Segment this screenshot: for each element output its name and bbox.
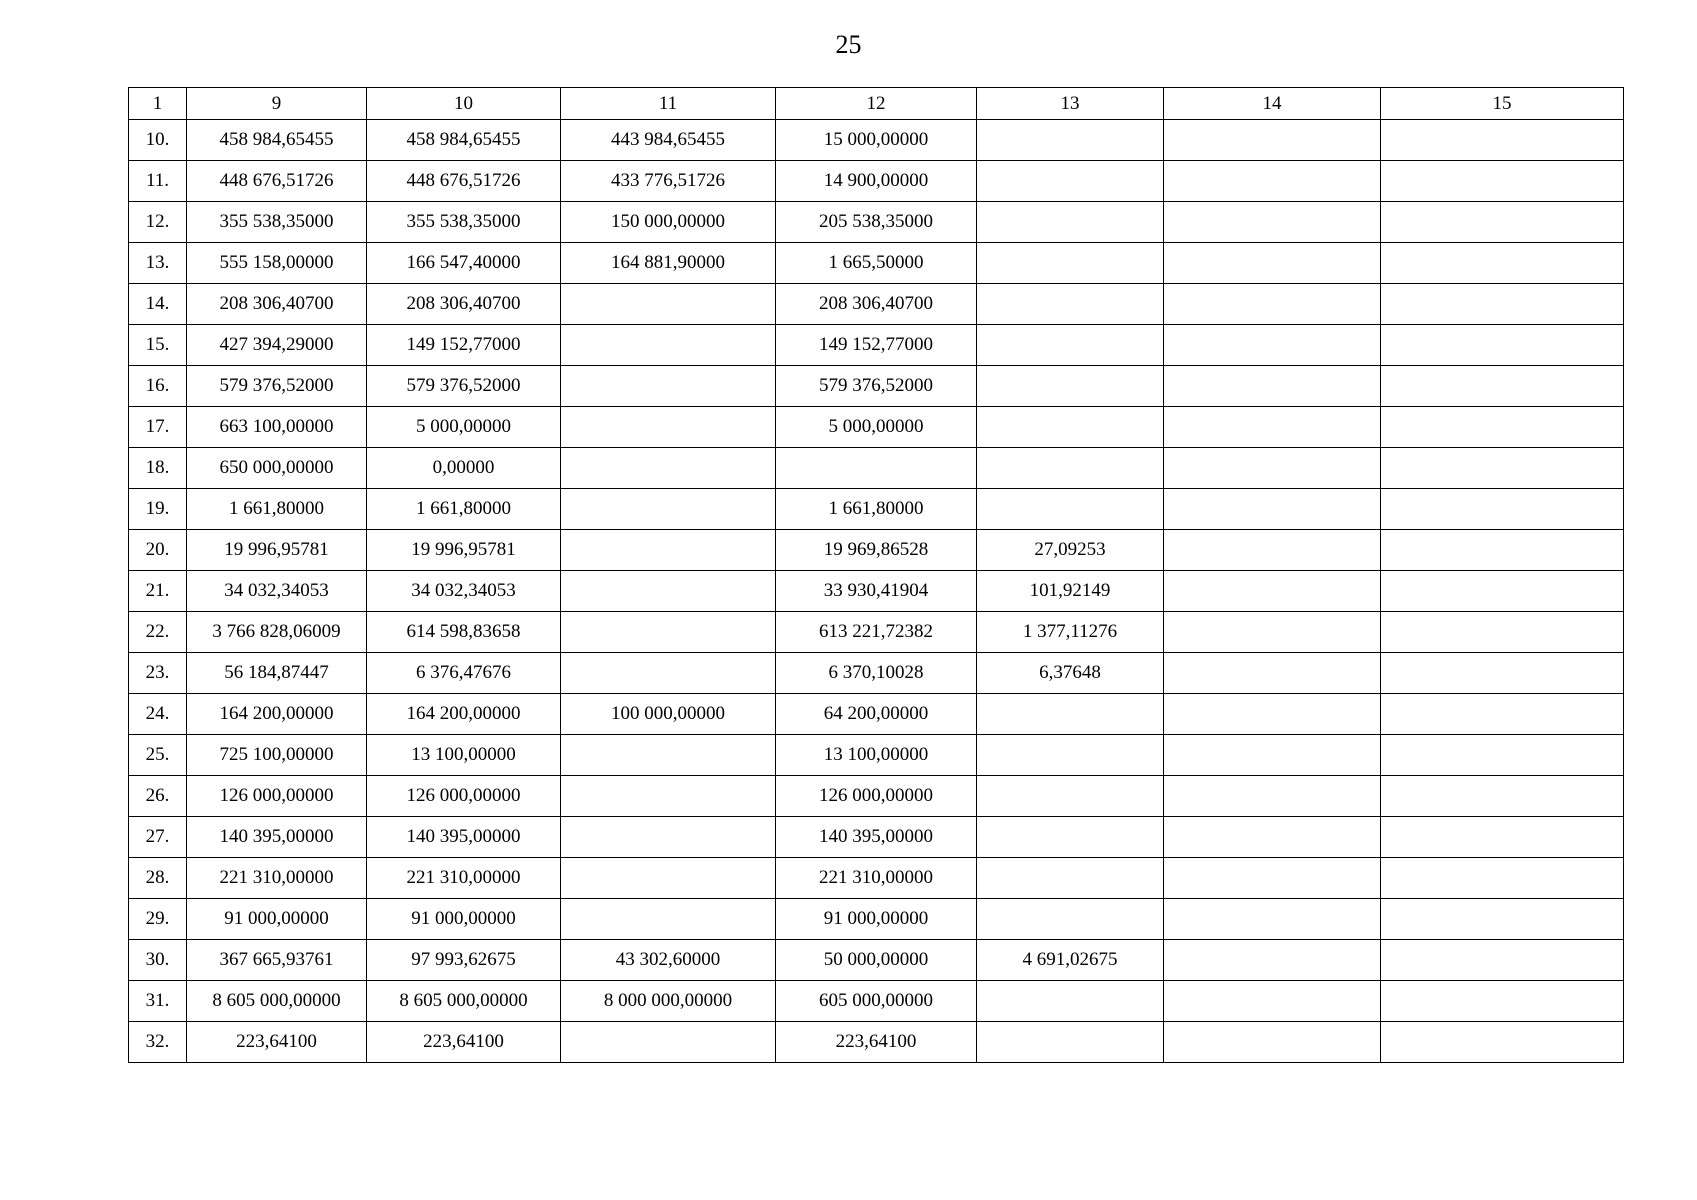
table-cell: 27,09253 [977, 530, 1164, 571]
table-row [129, 366, 1624, 407]
table-cell [561, 448, 776, 489]
table-cell: 613 221,72382 [776, 612, 977, 653]
table-row [129, 899, 1624, 940]
table-cell: 1 661,80000 [776, 489, 977, 530]
table-cell: 221 310,00000 [187, 858, 367, 899]
row-number-cell: 16. [129, 366, 187, 407]
table-cell [1164, 817, 1381, 858]
table-row [129, 407, 1624, 448]
table-cell: 355 538,35000 [367, 202, 561, 243]
table-row [129, 694, 1624, 735]
table-cell [1381, 981, 1624, 1022]
table-cell: 221 310,00000 [367, 858, 561, 899]
table-cell [1164, 776, 1381, 817]
table-cell: 19 969,86528 [776, 530, 977, 571]
table-cell [1164, 407, 1381, 448]
row-number-cell: 14. [129, 284, 187, 325]
column-header: 10 [367, 88, 561, 120]
table-cell: 15 000,00000 [776, 120, 977, 161]
table-cell: 355 538,35000 [187, 202, 367, 243]
table-cell [1164, 571, 1381, 612]
table-cell: 555 158,00000 [187, 243, 367, 284]
table-cell: 50 000,00000 [776, 940, 977, 981]
table-cell: 0,00000 [367, 448, 561, 489]
table-cell [561, 284, 776, 325]
table-cell [1164, 448, 1381, 489]
table-cell [1381, 694, 1624, 735]
table-cell: 14 900,00000 [776, 161, 977, 202]
table-cell: 164 200,00000 [187, 694, 367, 735]
table-cell [977, 735, 1164, 776]
table-cell: 579 376,52000 [776, 366, 977, 407]
row-number-cell: 21. [129, 571, 187, 612]
table-cell [1164, 1022, 1381, 1063]
table-cell: 91 000,00000 [776, 899, 977, 940]
table-cell [561, 366, 776, 407]
table-cell: 126 000,00000 [776, 776, 977, 817]
table-row [129, 571, 1624, 612]
table-cell [1381, 161, 1624, 202]
row-number-cell: 27. [129, 817, 187, 858]
table-cell [977, 448, 1164, 489]
table-cell [776, 448, 977, 489]
table-row [129, 448, 1624, 489]
table-cell: 6,37648 [977, 653, 1164, 694]
table-cell: 164 881,90000 [561, 243, 776, 284]
table-cell [1164, 981, 1381, 1022]
table-cell: 126 000,00000 [367, 776, 561, 817]
table-cell [1164, 202, 1381, 243]
table-cell: 91 000,00000 [367, 899, 561, 940]
table-cell: 208 306,40700 [187, 284, 367, 325]
column-header: 9 [187, 88, 367, 120]
row-number-cell: 17. [129, 407, 187, 448]
table-cell [977, 284, 1164, 325]
table-cell [1381, 243, 1624, 284]
table-cell [977, 817, 1164, 858]
table-cell [1381, 1022, 1624, 1063]
table-row [129, 940, 1624, 981]
row-number-cell: 19. [129, 489, 187, 530]
table-cell [1164, 530, 1381, 571]
table-cell [977, 407, 1164, 448]
table-cell: 33 930,41904 [776, 571, 977, 612]
column-header: 13 [977, 88, 1164, 120]
table-cell [561, 899, 776, 940]
table-row [129, 1022, 1624, 1063]
table-body [129, 120, 1624, 1063]
table-cell [1381, 940, 1624, 981]
table-cell [977, 776, 1164, 817]
table-cell: 1 661,80000 [187, 489, 367, 530]
data-table [128, 87, 1624, 1063]
table-cell: 208 306,40700 [367, 284, 561, 325]
table-cell: 97 993,62675 [367, 940, 561, 981]
table-cell [1164, 366, 1381, 407]
table-cell: 19 996,95781 [367, 530, 561, 571]
table-cell [561, 653, 776, 694]
table-cell: 223,64100 [776, 1022, 977, 1063]
table-cell: 448 676,51726 [187, 161, 367, 202]
column-header: 14 [1164, 88, 1381, 120]
table-cell [1381, 653, 1624, 694]
row-number-cell: 23. [129, 653, 187, 694]
table-cell [977, 1022, 1164, 1063]
column-header: 11 [561, 88, 776, 120]
row-number-cell: 20. [129, 530, 187, 571]
table-cell [561, 776, 776, 817]
table-cell: 13 100,00000 [776, 735, 977, 776]
table-cell [1164, 735, 1381, 776]
table-cell: 1 661,80000 [367, 489, 561, 530]
table-cell: 126 000,00000 [187, 776, 367, 817]
table-cell: 6 370,10028 [776, 653, 977, 694]
table-cell [1381, 284, 1624, 325]
table-cell [977, 489, 1164, 530]
table-cell: 1 665,50000 [776, 243, 977, 284]
table-row [129, 530, 1624, 571]
table-cell [977, 899, 1164, 940]
table-cell [977, 694, 1164, 735]
table-cell [1381, 366, 1624, 407]
table-cell [1164, 612, 1381, 653]
row-number-cell: 13. [129, 243, 187, 284]
table-cell [1381, 858, 1624, 899]
table-row [129, 653, 1624, 694]
table-cell: 149 152,77000 [367, 325, 561, 366]
row-number-cell: 24. [129, 694, 187, 735]
row-number-cell: 12. [129, 202, 187, 243]
table-cell [1164, 694, 1381, 735]
table-cell [561, 612, 776, 653]
table-cell: 579 376,52000 [367, 366, 561, 407]
table-cell: 8 605 000,00000 [187, 981, 367, 1022]
table-cell [1381, 407, 1624, 448]
table-cell: 149 152,77000 [776, 325, 977, 366]
row-number-cell: 30. [129, 940, 187, 981]
table-row [129, 858, 1624, 899]
row-number-cell: 31. [129, 981, 187, 1022]
table-row [129, 161, 1624, 202]
table-cell: 650 000,00000 [187, 448, 367, 489]
table-cell: 64 200,00000 [776, 694, 977, 735]
table-cell [1381, 530, 1624, 571]
table-cell: 164 200,00000 [367, 694, 561, 735]
table-cell [1164, 899, 1381, 940]
table-cell: 100 000,00000 [561, 694, 776, 735]
table-cell [561, 325, 776, 366]
table-cell [977, 243, 1164, 284]
table-cell [1381, 325, 1624, 366]
table-cell [977, 366, 1164, 407]
table-cell [561, 1022, 776, 1063]
table-cell: 4 691,02675 [977, 940, 1164, 981]
table-cell: 43 302,60000 [561, 940, 776, 981]
row-number-cell: 10. [129, 120, 187, 161]
table-cell: 19 996,95781 [187, 530, 367, 571]
table-cell: 13 100,00000 [367, 735, 561, 776]
table-cell: 208 306,40700 [776, 284, 977, 325]
table-cell [977, 858, 1164, 899]
table-cell [1164, 489, 1381, 530]
table-cell [1381, 571, 1624, 612]
row-number-cell: 15. [129, 325, 187, 366]
table-cell: 221 310,00000 [776, 858, 977, 899]
table-cell [561, 571, 776, 612]
table-cell [1164, 243, 1381, 284]
table-cell [977, 325, 1164, 366]
column-header: 1 [129, 88, 187, 120]
table-cell: 3 766 828,06009 [187, 612, 367, 653]
table-cell [977, 120, 1164, 161]
table-cell [1381, 202, 1624, 243]
row-number-cell: 22. [129, 612, 187, 653]
table-row [129, 325, 1624, 366]
table-row [129, 284, 1624, 325]
table-cell: 223,64100 [367, 1022, 561, 1063]
table-cell [977, 161, 1164, 202]
table-cell: 458 984,65455 [367, 120, 561, 161]
table-cell [1381, 735, 1624, 776]
table-cell: 443 984,65455 [561, 120, 776, 161]
row-number-cell: 11. [129, 161, 187, 202]
table-cell [1164, 325, 1381, 366]
table-cell: 8 000 000,00000 [561, 981, 776, 1022]
table-cell: 433 776,51726 [561, 161, 776, 202]
table-cell [561, 489, 776, 530]
table-cell [561, 530, 776, 571]
table-cell [1381, 612, 1624, 653]
table-cell: 663 100,00000 [187, 407, 367, 448]
table-cell: 223,64100 [187, 1022, 367, 1063]
table-cell [977, 202, 1164, 243]
table-row [129, 776, 1624, 817]
table-cell [1381, 120, 1624, 161]
table-cell [1381, 448, 1624, 489]
column-header: 12 [776, 88, 977, 120]
table-row [129, 489, 1624, 530]
column-header: 15 [1381, 88, 1624, 120]
table-cell [1164, 284, 1381, 325]
table-cell: 367 665,93761 [187, 940, 367, 981]
table-cell: 1 377,11276 [977, 612, 1164, 653]
table-cell [1381, 817, 1624, 858]
table-cell [561, 407, 776, 448]
table-cell: 34 032,34053 [367, 571, 561, 612]
row-number-cell: 29. [129, 899, 187, 940]
table-cell [1164, 858, 1381, 899]
table-row [129, 817, 1624, 858]
table-cell: 150 000,00000 [561, 202, 776, 243]
table-cell [1164, 120, 1381, 161]
table-cell [1164, 940, 1381, 981]
row-number-cell: 18. [129, 448, 187, 489]
table-row [129, 120, 1624, 161]
table-cell: 140 395,00000 [776, 817, 977, 858]
table-cell [561, 858, 776, 899]
table-row [129, 612, 1624, 653]
table-cell [561, 817, 776, 858]
table-cell: 725 100,00000 [187, 735, 367, 776]
table-cell: 101,92149 [977, 571, 1164, 612]
table-cell: 579 376,52000 [187, 366, 367, 407]
table-row [129, 735, 1624, 776]
table-cell [1381, 899, 1624, 940]
table-row [129, 243, 1624, 284]
table-cell: 56 184,87447 [187, 653, 367, 694]
table-header-row [129, 88, 1624, 120]
table-cell: 166 547,40000 [367, 243, 561, 284]
table-cell: 605 000,00000 [776, 981, 977, 1022]
table-cell: 91 000,00000 [187, 899, 367, 940]
table-cell: 8 605 000,00000 [367, 981, 561, 1022]
table-cell: 6 376,47676 [367, 653, 561, 694]
table-cell [1381, 776, 1624, 817]
row-number-cell: 28. [129, 858, 187, 899]
table-cell [977, 981, 1164, 1022]
table-cell: 427 394,29000 [187, 325, 367, 366]
row-number-cell: 26. [129, 776, 187, 817]
table-cell: 5 000,00000 [776, 407, 977, 448]
row-number-cell: 32. [129, 1022, 187, 1063]
table-cell [1381, 489, 1624, 530]
table-cell: 140 395,00000 [367, 817, 561, 858]
table-row [129, 202, 1624, 243]
table-cell: 5 000,00000 [367, 407, 561, 448]
table-cell: 614 598,83658 [367, 612, 561, 653]
table-cell [1164, 653, 1381, 694]
table-cell [1164, 161, 1381, 202]
table-cell: 140 395,00000 [187, 817, 367, 858]
table-cell: 34 032,34053 [187, 571, 367, 612]
table-cell [561, 735, 776, 776]
table-cell: 205 538,35000 [776, 202, 977, 243]
page-number: 25 [835, 30, 862, 59]
table-cell: 448 676,51726 [367, 161, 561, 202]
row-number-cell: 25. [129, 735, 187, 776]
table-row [129, 981, 1624, 1022]
table-cell: 458 984,65455 [187, 120, 367, 161]
